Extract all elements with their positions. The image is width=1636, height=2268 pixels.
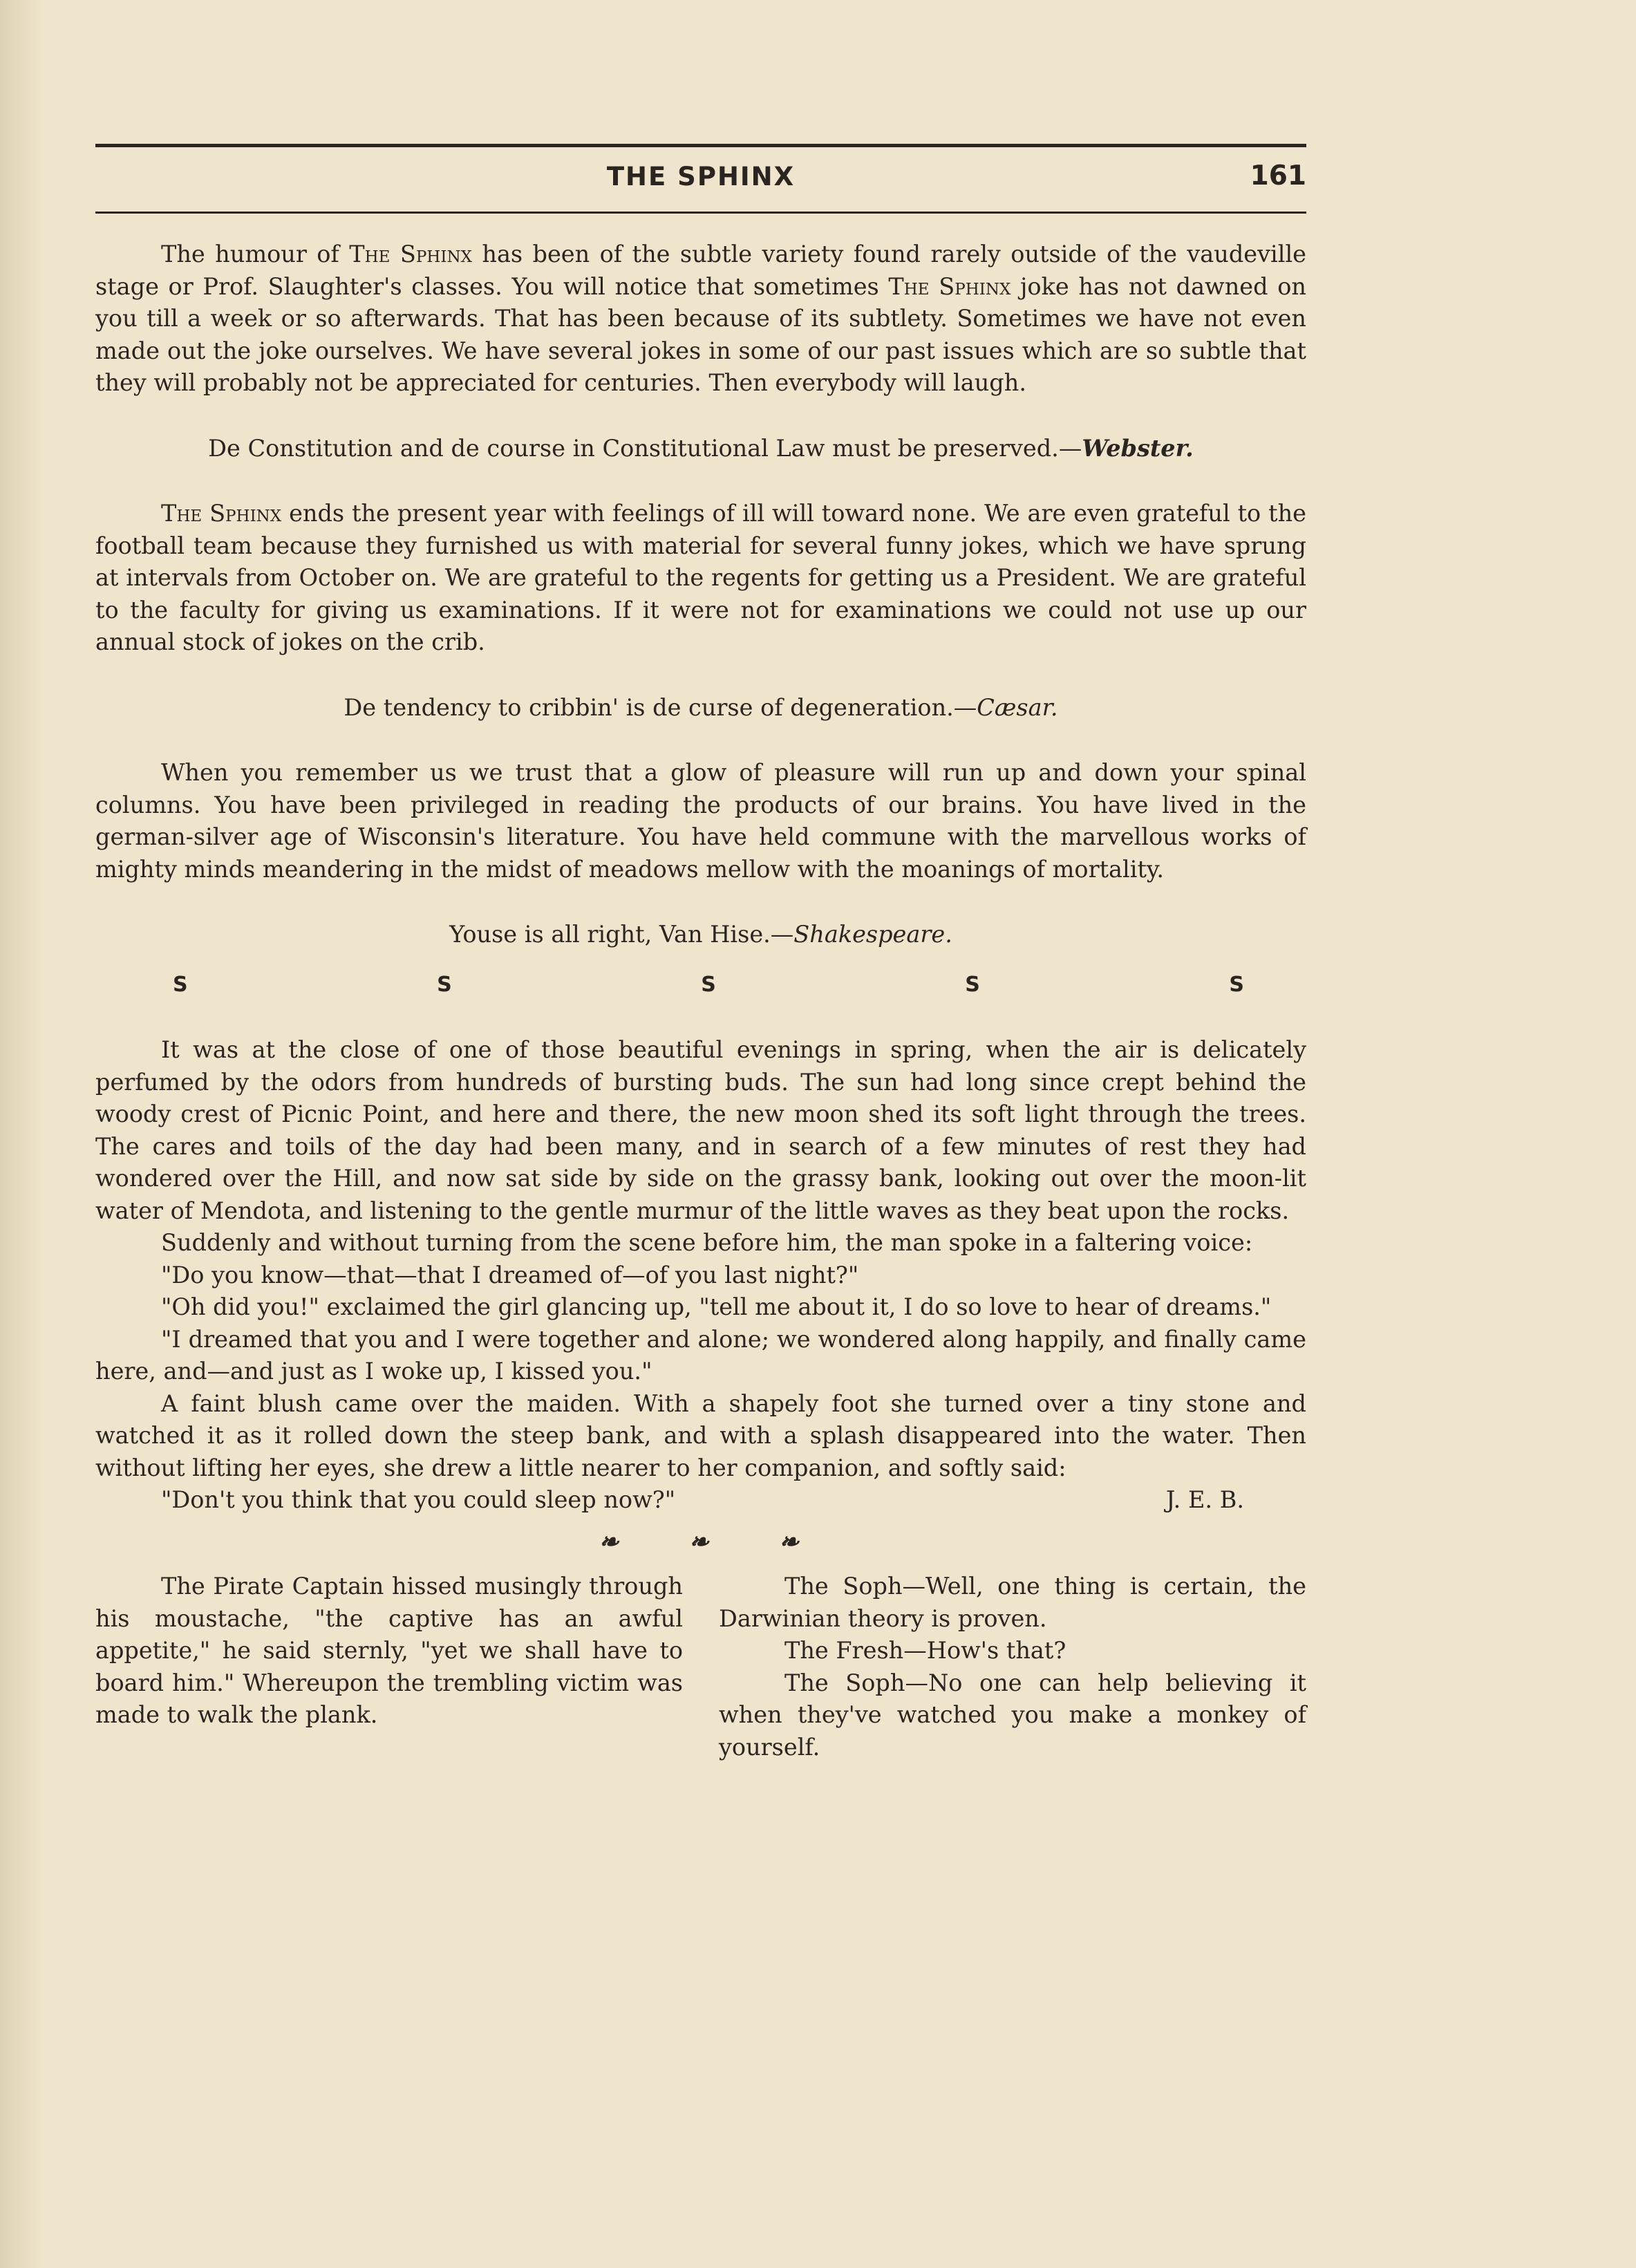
- story-paragraph: A faint blush came over the maiden. With a shapely foot she turned over a tiny stone and watched it as it rolled down the steep bank, and with a splash disappeared into the water. Then without lifting her eyes, she drew a little nearer to her companion, and softly said:: [95, 1389, 1306, 1481]
- joke-line: The Fresh—How's that?: [784, 1637, 1066, 1664]
- quote-webster: De Constitution and de course in Constitutional Law must be preserved.—Webster.: [208, 434, 1194, 462]
- left-column: [95, 1571, 683, 1763]
- separator-mark: S: [965, 972, 980, 997]
- story-closing-line: [95, 1484, 1306, 1517]
- story-paragraph: It was at the close of one of those beautiful evenings in spring, when the air is delicately perfumed by the odors from hundreds of bursting buds. The sun had long since crept behind the woody crest of Picnic Point, and here and there, the new moon shed its soft light through the trees. The cares and toils of the day had been many, and in search of a few minutes of rest they had wondered over the Hill, and now sat side by side on the grassy bank, looking out over the moon-lit water of Mendota, and listening to the gentle murmur of the little waves as they beat upon the rocks.: [95, 1036, 1306, 1224]
- joke-line: The Soph—Well, one thing is certain, the Darwinian theory is proven.: [719, 1573, 1306, 1632]
- header-rule-bottom: [95, 212, 1306, 214]
- quote-shakespeare: Youse is all right, Van Hise.—Shakespeare.: [449, 921, 952, 948]
- ornament-separator: ❧ ❧ ❧: [596, 1528, 806, 1556]
- quote-caesar: De tendency to cribbin' is de curse of degeneration.—Cæsar.: [344, 693, 1058, 721]
- separator-mark: S: [701, 972, 716, 997]
- joke-line: The Soph—No one can help believing it when they've watched you make a monkey of yourself.: [719, 1669, 1306, 1761]
- paragraph-humour: The humour of The Sphinx has been of the subtle variety found rarely outside of the vaudeville stage or Prof. Slaughter's classes. You will notice that sometimes The Sphinx joke has not dawned on you till a week or so afterwards. That has been because of its subtlety. Sometimes we have not even made out the joke ourselves. We have several jokes in some of our past issues which are so subtle that they will probably not be appreciated for centuries. Then everybody will laugh.: [95, 241, 1306, 396]
- author-signature: J. E. B.: [1165, 1486, 1244, 1513]
- header-rule-top: [95, 144, 1306, 147]
- story-paragraph: Suddenly and without turning from the scene before him, the man spoke in a faltering voice:: [161, 1229, 1253, 1256]
- running-title: THE SPHINX: [606, 162, 796, 191]
- page-number: 161: [1250, 160, 1306, 191]
- right-column: [719, 1571, 1306, 1763]
- separator-mark: S: [437, 972, 452, 997]
- page-edge-shadow: [0, 0, 41, 2268]
- paragraph-ill-will: The Sphinx ends the present year with feelings of ill will toward none. We are even grateful to the football team because they furnished us with material for several funny jokes, which we have sprung at intervals from October on. We are grateful to the regents for getting us a President. We are grateful to the faculty for giving us examinations. If it were not for examinations we could not use up our annual stock of jokes on the crib.: [95, 500, 1306, 655]
- story-dialogue: "Oh did you!" exclaimed the girl glancing up, "tell me about it, I do so love to hear of dreams.": [161, 1293, 1272, 1320]
- story-dialogue: "Don't you think that you could sleep now?": [161, 1486, 676, 1513]
- page-body: [95, 238, 1306, 1763]
- story-dialogue: "I dreamed that you and I were together and alone; we wondered along happily, and finally came here, and—and just as I woke up, I kissed you.": [95, 1325, 1306, 1385]
- paragraph-remember-us: When you remember us we trust that a glow of pleasure will run up and down your spinal columns. You have been privileged in reading the products of our brains. You have lived in the german-silver age of Wisconsin's literature. You have held commune with the marvellous works of mighty minds meandering in the midst of meadows mellow with the moanings of mortality.: [95, 759, 1306, 883]
- two-column-jokes: [95, 1571, 1306, 1763]
- separator-mark: S: [1229, 972, 1244, 997]
- story-dialogue: "Do you know—that—that I dreamed of—of you last night?": [161, 1261, 859, 1288]
- section-separator: [95, 969, 1306, 1002]
- separator-mark: S: [173, 972, 188, 997]
- joke-pirate: The Pirate Captain hissed musingly through his moustache, "the captive has an awful appetite," he said sternly, "yet we shall have to board him." Whereupon the trembling victim was made to walk the plank.: [95, 1573, 683, 1728]
